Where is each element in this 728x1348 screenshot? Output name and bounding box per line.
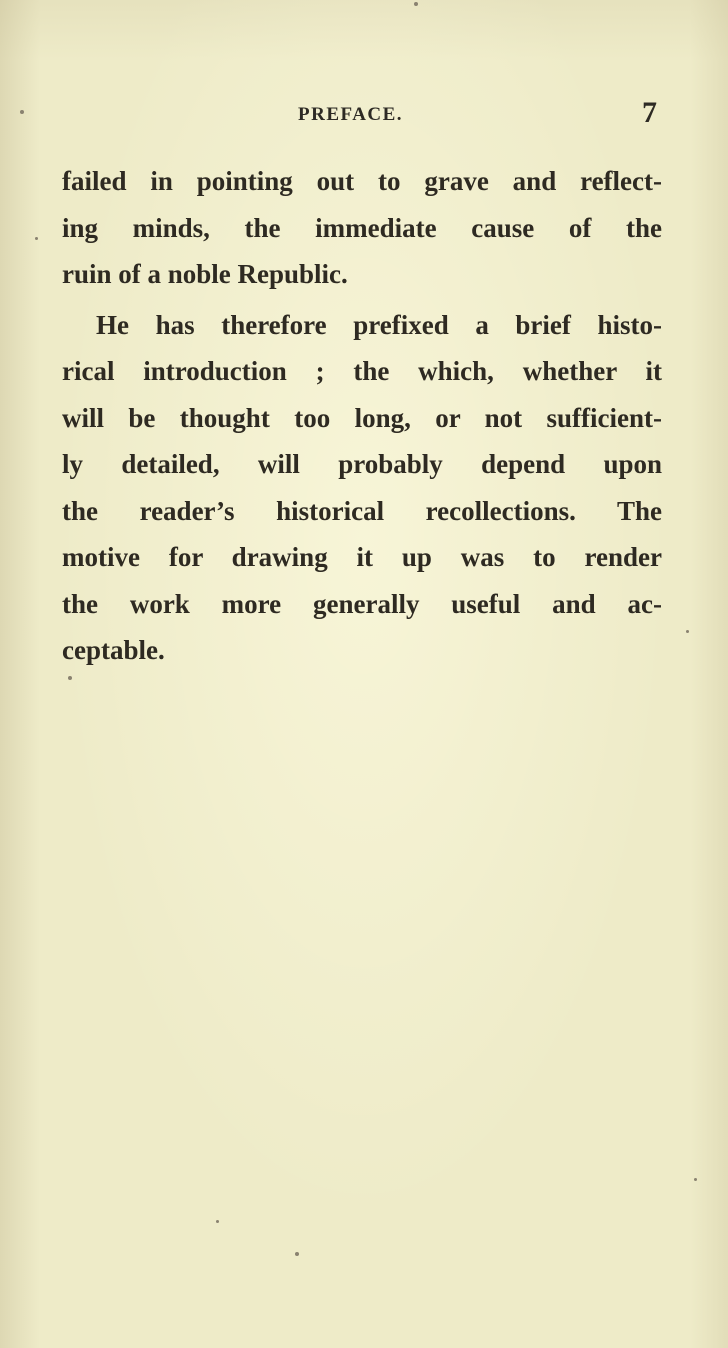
text-line: ing minds, the immediate cause of the [62, 212, 662, 243]
paper-speck [35, 237, 38, 240]
text-line: failed in pointing out to grave and reflect- [62, 166, 662, 196]
running-title: PREFACE. [298, 104, 404, 125]
paper-speck [68, 676, 72, 680]
page-number: 7 [642, 96, 657, 129]
text-line: ruin of a noble Republic. [62, 259, 348, 289]
text-line: the reader’s historical recollections. The [62, 495, 662, 526]
text-line: motive for drawing it up was to render [62, 542, 662, 572]
paper-speck [686, 630, 689, 633]
paragraph-1 [62, 158, 662, 298]
body-text [62, 158, 662, 674]
text-line: ly detailed, will probably depend upon [62, 449, 662, 479]
text-line: ceptable. [62, 635, 165, 665]
paper-speck [414, 2, 418, 6]
text-line: He has therefore prefixed a brief histo- [96, 309, 662, 340]
text-line: the work more generally useful and ac- [62, 588, 662, 619]
paper-speck [216, 1220, 219, 1223]
text-line: will be thought too long, or not sufficient- [62, 402, 662, 433]
paper-speck [694, 1178, 697, 1181]
paper-speck [20, 110, 24, 114]
page-header [0, 96, 728, 136]
paragraph-2 [62, 302, 662, 674]
paper-speck [295, 1252, 299, 1256]
text-line: rical introduction ; the which, whether it [62, 356, 662, 386]
